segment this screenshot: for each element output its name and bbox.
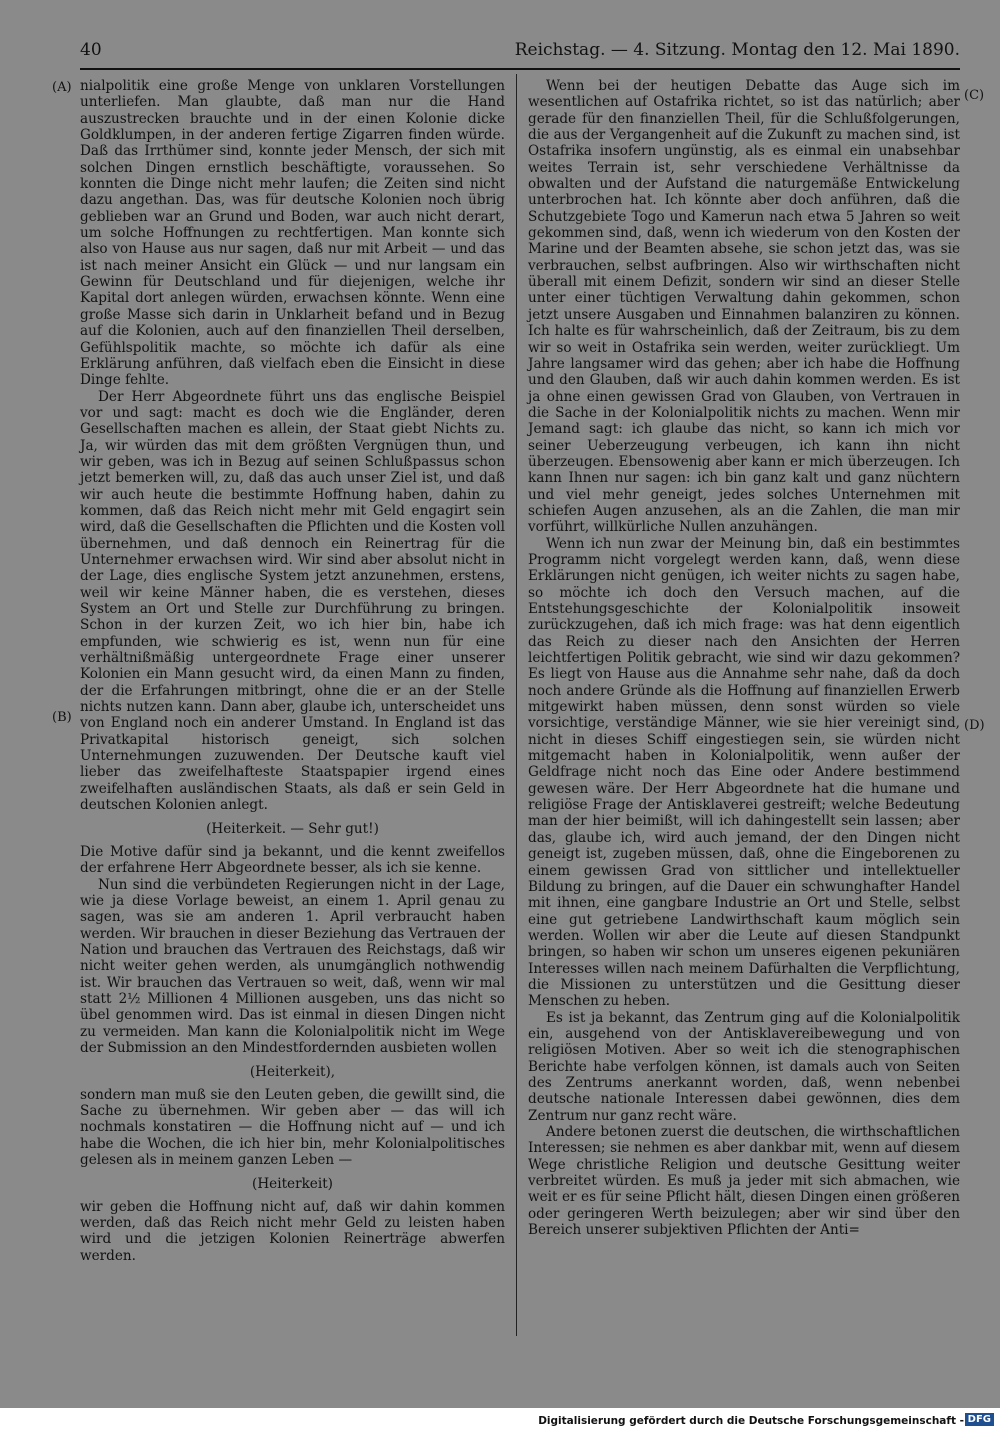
margin-marker-a: (A)	[52, 80, 72, 95]
margin-marker-d: (D)	[964, 718, 985, 733]
interjection: (Heiterkeit. — Sehr gut!)	[206, 821, 379, 838]
paragraph: wir geben die Hoffnung nicht auf, daß wir dahin kommen werden, daß das Reich nicht mehr Geld zu leisten haben wird und die jetzigen Kolonien Reinerträge abwerfen werden.	[80, 1198, 505, 1264]
interjection: (Heiterkeit)	[252, 1176, 333, 1193]
paragraph: Nun sind die verbündeten Regierungen nicht in der Lage, wie ja diese Vorlage beweist, an einem 1. April genau zu sagen, was sie am anderen 1. April verbraucht haben werden. Wir brauchen in dieser Beziehung das Vertrauen der Nation und brauchen das Vertrauen des Reichstags, daß wir nicht weiter gehen werden, als unumgänglich nothwendig ist. Wir brauchen das Vertrauen so weit, daß, wenn wir mal statt 2½ Millionen 4 Millionen ausgeben, uns das nicht so übel genommen wird. Das ist einmal in diesen Dingen nicht zu vermeiden. Man kann die Kolonialpolitik nicht im Wege der Submission an den Mindestfordernden ausbieten wollen	[80, 876, 505, 1056]
paragraph: sondern man muß sie den Leuten geben, die gewillt sind, die Sache zu übernehmen. Wir geben aber — das will ich nochmals konstatiren — die Hoffnung nicht auf — und ich habe die Wochen, die ich hier bin, mehr Kolonialpolitisches gelesen als in meinem ganzen Leben —	[80, 1086, 505, 1168]
page-number: 40	[80, 40, 102, 60]
column-divider	[516, 74, 517, 1336]
digitization-footer	[0, 1408, 1000, 1432]
interjection: (Heiterkeit),	[249, 1064, 336, 1081]
paragraph: Der Herr Abgeordnete führt uns das englische Beispiel vor und sagt: macht es doch wie die Engländer, deren Gesellschaften machen es allein, der Staat giebt Nichts zu. Ja, wir würden das mit dem größten Vergnügen thun, und wir geben, was ich in Bezug auf seinen Schlußpassus schon jetzt bemerken will, zu, daß das auch unser Ziel ist, und daß wir auch heute die bestimmte Hoffnung haben, dahin zu kommen, daß das Reich nicht mehr mit Geld engagirt sein wird, daß die Gesellschaften die Pflichten und die Kosten voll übernehmen, und daß dennoch ein Reinertrag für die Unternehmer erwachsen wird. Wir sind aber absolut nicht in der Lage, dies englische System jetzt anzunehmen, erstens, weil wir keine Männer haben, die es verstehen, dieses System an Ort und Stelle zur Durchführung zu bringen. Schon in der kurzen Zeit, wo ich hier bin, habe ich empfunden, wie schwierig es ist, wenn nun für eine verhältnißmäßig untergeordnete Frage einer unserer Kolonien ein Mann gesucht wird, da einen Mann zu finden, der die Erfahrungen mitbringt, ohne die er an der Stelle nichts nutzen kann. Dann aber, glaube ich, unterscheidet uns von England noch ein anderer Umstand. In England ist das Privatkapital historisch geneigt, sich solchen Unternehmungen zuzuwenden. Der Deutsche kauft viel lieber das zweifelhafteste Staatspapier irgend eines zweifelhaften ausländischen Staats, als daß er sein Geld in deutschen Kolonien anlegt.	[80, 388, 505, 814]
paragraph: Andere betonen zuerst die deutschen, die wirthschaftlichen Interessen; sie nehmen es aber dankbar mit, wenn auf diesem Wege christliche Religion und deutsche Gesittung weiter verbreitet würden. Es muß ja jeder mit sich abmachen, wie weit er es für seine Pflicht hält, diesen Dingen einen größeren oder geringeren Werth beizulegen; aber wir sind über den Bereich unserer subjektiven Pflichten der Anti=	[528, 1124, 960, 1239]
page-header	[80, 36, 960, 66]
paragraph: Wenn ich nun zwar der Meinung bin, daß ein bestimmtes Programm nicht vorgelegt werden kann, daß, wenn diese Erklärungen nicht genügen, ich weiter nichts zu sagen habe, so möchte ich doch den Versuch machen, auf die Entstehungsgeschichte der Kolonialpolitik insoweit zurückzugehen, daß ich mich frage: was hat denn eigentlich das Reich zu dieser nach den Ansichten der Herren leichtfertigen Politik gebracht, wie sind wir dazu gekommen? Es liegt von Hause aus die Annahme sehr nahe, daß da doch noch andere Gründe als die Hoffnung auf finanziellen Erwerb mitgewirkt haben müssen, denn sonst würden so viele vorsichtige, verständige Männer, wie sie hier vereinigt sind, nicht in dieses Schiff eingestiegen sein, sie würden nicht mitgemacht haben in Kolonialpolitik, wenn außer der Geldfrage nicht noch das Eine oder Andere bestimmend gewesen wäre. Der Herr Abgeordnete hat die humane und religiöse Frage der Antisklaverei gestreift; welche Bedeutung man der hier beimißt, will ich dahingestellt sein lassen; aber das, glaube ich, wird auch jemand, der den Dingen nicht geneigt ist, zugeben müssen, daß, ohne die Eingeborenen zu einem gewissen Grad von sittlicher und intellektueller Bildung zu bringen, auf die Dauer ein schwunghafter Handel mit ihnen, eine gangbare Industrie an Ort und Stelle, selbst eine gut getriebene Landwirthschaft kaum möglich sein werden. Wollen wir aber die Leute auf diesen Standpunkt bringen, so haben wir schon um unseres eigenen pekuniären Interesses willen nach meinem Dafürhalten die Verpflichtung, die Missionen zu unterstützen und die Gesittung dieser Menschen zu heben.	[528, 535, 960, 1010]
right-column	[528, 78, 960, 1238]
margin-marker-b: (B)	[52, 710, 72, 725]
paragraph: nialpolitik eine große Menge von unklaren Vorstellungen unterliefen. Man glaubte, daß man nur die Hand auszustrecken brauchte und in der einen Kolonie dicke Goldklumpen, in der anderen fertige Zigarren finden würde. Daß das Irrthümer sind, konnte jeder Mensch, der sich mit solchen Dingen ernstlich beschäftigte, voraussehen. So konnten die Dinge nicht mehr laufen; die Zeiten sind nicht dazu angethan. Das, was für deutsche Kolonien noch übrig geblieben war an Grund und Boden, war auch nicht derart, um solche Hoffnungen zu rechtfertigen. Man konnte sich also von Hause aus nur sagen, daß nur mit Arbeit — und das ist nach meiner Ansicht ein Glück — und nur langsam ein Gewinn für Deutschland und für diejenigen, welche ihr Kapital dort anlegen würden, erwachsen könnte. Wenn eine große Masse sich darin in Unklarheit befand und in Bezug auf die Kolonien, auch auf den finanziellen Theil derselben, Gefühlspolitik machte, so möchte ich dafür als eine Erklärung anführen, daß vielfach eben die Einsicht in diese Dinge fehlte.	[80, 78, 505, 389]
paragraph: Wenn bei der heutigen Debatte das Auge sich im wesentlichen auf Ostafrika richtet, so ist das natürlich; aber gerade für den finanziellen Theil, für die Schlußfolgerungen, die aus der Vergangenheit auf die Zukunft zu machen sind, ist Ostafrika insofern ungünstig, als es einmal ein unabsehbar weites Terrain ist, sehr verschiedene Verhältnisse da obwalten und der Aufstand die naturgemäße Entwickelung unterbrochen hat. Ich könnte aber doch anführen, daß die Schutzgebiete Togo und Kamerun nach etwa 5 Jahren so weit gekommen sind, daß, wenn ich wiederum von den Kosten der Marine und der Beamten absehe, sie schon jetzt das, was sie verbrauchen, selbst aufbringen. Also wir wirthschaften nicht überall mit einem Defizit, sondern wir sind an dieser Stelle unter einer tüchtigen Verwaltung dahin gekommen, schon jetzt unsere Ausgaben und Einnahmen balanziren zu können. Ich halte es für wahrscheinlich, daß der Zeitraum, bis zu dem wir so weit in Ostafrika sein werden, weiter zurückliegt. Um Jahre langsamer wird das gehen; aber ich habe die Hoffnung und den Glauben, daß wir auch dahin kommen werden. Es ist ja ohne einen gewissen Grad von Glauben, von Vertrauen in die Sache in der Kolonialpolitik nichts zu machen. Wenn mir Jemand sagt: ich glaube das nicht, so kann ich mich vor seiner Ueberzeugung verbeugen, ich kann ihn nicht überzeugen. Ebensowenig aber kann er mich überzeugen. Ich kann Ihnen nur sagen: ich bin ganz kalt und ganz nüchtern und viel mehr geneigt, jedes solches Unternehmen mit schiefen Augen anzusehen, als an die Zahlen, die man mir vorführt, willkürliche Nullen anzuhängen.	[528, 78, 960, 536]
dfg-logo: DFG	[965, 1413, 994, 1426]
margin-marker-c: (C)	[964, 88, 985, 103]
header-rule	[80, 68, 960, 70]
left-column	[80, 78, 505, 1264]
running-head: Reichstag. — 4. Sitzung. Montag den 12. Mai 1890.	[514, 40, 960, 60]
paragraph: Es ist ja bekannt, das Zentrum ging auf die Kolonialpolitik ein, ausgehend von der Antisklavereibewegung und von religiösen Motiven. Aber so weit ich die stenographischen Berichte habe verfolgen können, ist damals auch von Seiten des Zentrums anerkannt worden, daß, wenn nebenbei deutsche nationale Interessen dabei gewönnen, dies dem Zentrum nur ganz recht wäre.	[528, 1009, 960, 1124]
paragraph: Die Motive dafür sind ja bekannt, und die kennt zweifellos der erfahrene Herr Abgeordnete besser, als ich sie kenne.	[80, 843, 505, 877]
funding-credit: Digitalisierung gefördert durch die Deutsche Forschungsgemeinschaft -	[538, 1415, 964, 1427]
